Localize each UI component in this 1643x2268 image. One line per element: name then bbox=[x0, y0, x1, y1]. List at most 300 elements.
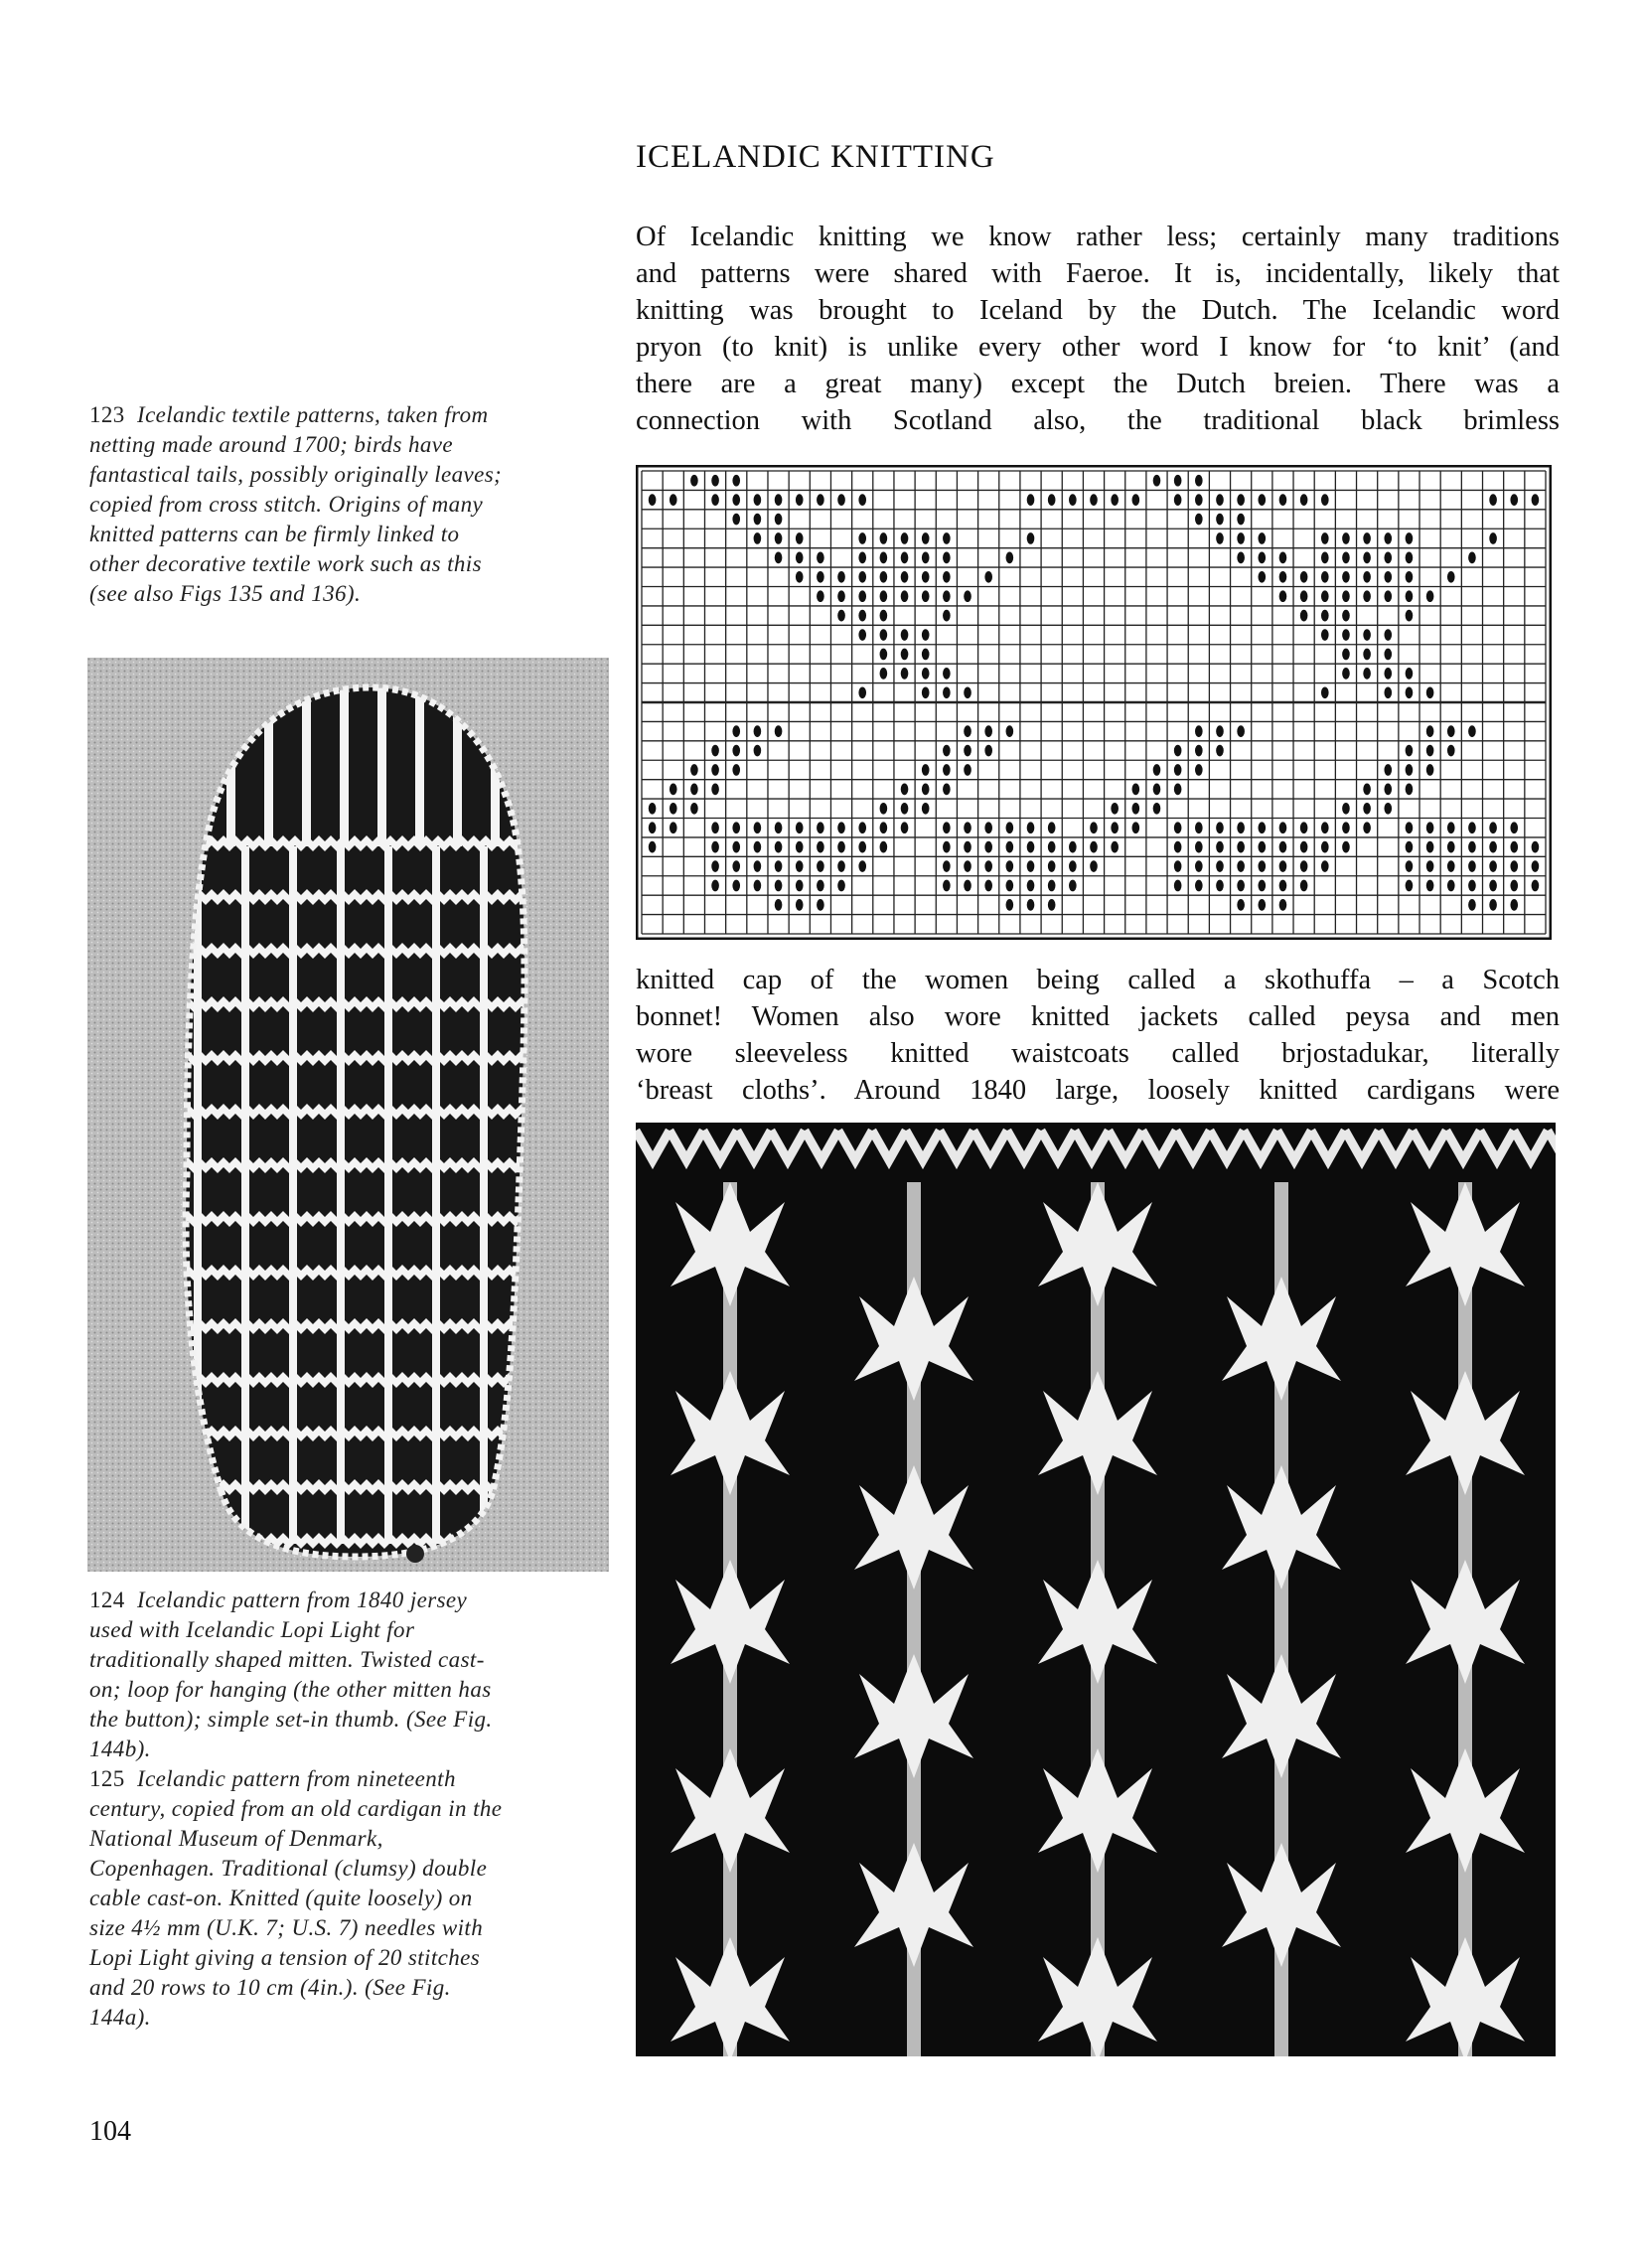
chart-stitch-dot bbox=[1300, 841, 1308, 853]
chart-stitch-dot bbox=[817, 860, 824, 872]
chart-stitch-dot bbox=[796, 552, 804, 564]
chart-stitch-dot bbox=[1342, 822, 1350, 833]
chart-stitch-dot bbox=[690, 803, 698, 815]
chart-stitch-dot bbox=[775, 532, 783, 544]
chart-stitch-dot bbox=[1237, 725, 1245, 737]
chart-stitch-dot bbox=[858, 571, 866, 583]
chart-stitch-dot bbox=[943, 860, 951, 872]
figure-number: 123 bbox=[89, 402, 125, 427]
chart-stitch-dot bbox=[1174, 841, 1182, 853]
chart-stitch-dot bbox=[1300, 494, 1308, 506]
chart-stitch-dot bbox=[711, 880, 719, 892]
chart-stitch-dot bbox=[1195, 764, 1203, 776]
chart-stitch-dot bbox=[1237, 880, 1245, 892]
chart-stitch-dot bbox=[1174, 822, 1182, 833]
chart-stitch-dot bbox=[858, 629, 866, 641]
chart-stitch-dot bbox=[1447, 880, 1455, 892]
chart-stitch-dot bbox=[1321, 590, 1329, 602]
chart-stitch-dot bbox=[754, 860, 762, 872]
chart-stitch-dot bbox=[880, 803, 888, 815]
chart-stitch-dot bbox=[837, 880, 845, 892]
mitten-button bbox=[406, 1545, 424, 1563]
chart-stitch-dot bbox=[837, 494, 845, 506]
chart-stitch-dot bbox=[1342, 590, 1350, 602]
chart-stitch-dot bbox=[775, 860, 783, 872]
chart-stitch-dot bbox=[1279, 494, 1287, 506]
chart-stitch-dot bbox=[1468, 899, 1476, 911]
chart-stitch-dot bbox=[1258, 880, 1266, 892]
chart-stitch-dot bbox=[1237, 899, 1245, 911]
chart-stitch-dot bbox=[837, 841, 845, 853]
chart-stitch-dot bbox=[1069, 880, 1077, 892]
chart-stitch-dot bbox=[1279, 822, 1287, 833]
chart-stitch-dot bbox=[1426, 841, 1434, 853]
chart-stitch-dot bbox=[1363, 784, 1371, 796]
chart-stitch-dot bbox=[1048, 841, 1056, 853]
mitten-photo-figure-124 bbox=[87, 658, 609, 1572]
swatch-photo-figure-125 bbox=[636, 1123, 1556, 2056]
chart-stitch-dot bbox=[1174, 475, 1182, 487]
chart-stitch-dot bbox=[1195, 475, 1203, 487]
chart-stitch-dot bbox=[837, 860, 845, 872]
chart-stitch-dot bbox=[1027, 822, 1035, 833]
chart-stitch-dot bbox=[1279, 880, 1287, 892]
chart-stitch-dot bbox=[817, 571, 824, 583]
chart-stitch-dot bbox=[1258, 841, 1266, 853]
chart-stitch-dot bbox=[817, 899, 824, 911]
chart-stitch-dot bbox=[1426, 880, 1434, 892]
chart-stitch-dot bbox=[796, 571, 804, 583]
chart-stitch-dot bbox=[1048, 822, 1056, 833]
chart-stitch-dot bbox=[817, 552, 824, 564]
chart-stitch-dot bbox=[732, 841, 740, 853]
chart-stitch-dot bbox=[796, 860, 804, 872]
chart-stitch-dot bbox=[1321, 610, 1329, 622]
chart-stitch-dot bbox=[1447, 860, 1455, 872]
chart-stitch-dot bbox=[1132, 494, 1140, 506]
chart-stitch-dot bbox=[1279, 571, 1287, 583]
chart-stitch-dot bbox=[1384, 668, 1392, 680]
chart-stitch-dot bbox=[775, 494, 783, 506]
chart-stitch-dot bbox=[1406, 552, 1414, 564]
chart-stitch-dot bbox=[1321, 532, 1329, 544]
chart-stitch-dot bbox=[901, 784, 909, 796]
chart-stitch-dot bbox=[1216, 860, 1224, 872]
text-line: Of Icelandic knitting we know rather less; certainly many traditions bbox=[636, 222, 1560, 252]
chart-stitch-dot bbox=[1321, 841, 1329, 853]
chart-stitch-dot bbox=[1195, 841, 1203, 853]
chart-stitch-dot bbox=[1132, 803, 1140, 815]
chart-stitch-dot bbox=[1447, 745, 1455, 757]
text-line: pryon (to knit) is unlike every other word I know for ‘to knit’ (and bbox=[636, 332, 1560, 363]
chart-stitch-dot bbox=[1195, 514, 1203, 526]
chart-stitch-dot bbox=[1153, 475, 1161, 487]
chart-stitch-dot bbox=[922, 532, 930, 544]
chart-stitch-dot bbox=[858, 590, 866, 602]
chart-stitch-dot bbox=[1489, 899, 1497, 911]
chart-stitch-dot bbox=[1153, 803, 1161, 815]
chart-stitch-dot bbox=[901, 590, 909, 602]
chart-stitch-dot bbox=[1048, 899, 1056, 911]
chart-stitch-dot bbox=[837, 571, 845, 583]
chart-stitch-dot bbox=[922, 649, 930, 661]
chart-stitch-dot bbox=[901, 822, 909, 833]
chart-stitch-dot bbox=[754, 841, 762, 853]
chart-stitch-dot bbox=[796, 822, 804, 833]
chart-stitch-dot bbox=[1195, 880, 1203, 892]
chart-stitch-dot bbox=[1406, 880, 1414, 892]
chart-stitch-dot bbox=[1258, 899, 1266, 911]
chart-stitch-dot bbox=[922, 686, 930, 698]
chart-stitch-dot bbox=[1532, 860, 1540, 872]
chart-stitch-dot bbox=[964, 880, 971, 892]
chart-stitch-dot bbox=[1048, 494, 1056, 506]
chart-stitch-dot bbox=[1132, 784, 1140, 796]
chart-stitch-dot bbox=[732, 725, 740, 737]
chart-stitch-dot bbox=[690, 475, 698, 487]
caption-line: 144b). bbox=[89, 1737, 151, 1761]
chart-stitch-dot bbox=[943, 764, 951, 776]
caption-line: knitted patterns can be firmly linked to bbox=[89, 522, 460, 546]
figure-number: 125 bbox=[89, 1766, 125, 1791]
chart-stitch-dot bbox=[984, 571, 992, 583]
chart-stitch-dot bbox=[1468, 841, 1476, 853]
text-line: connection with Scotland also, the traditional black brimless bbox=[636, 405, 1560, 436]
chart-stitch-dot bbox=[922, 571, 930, 583]
chart-stitch-dot bbox=[1510, 841, 1518, 853]
text-line: knitted cap of the women being called a skothuffa – a Scotch bbox=[636, 965, 1560, 995]
chart-stitch-dot bbox=[837, 590, 845, 602]
chart-stitch-dot bbox=[754, 822, 762, 833]
chart-stitch-dot bbox=[964, 841, 971, 853]
chart-stitch-dot bbox=[1406, 571, 1414, 583]
chart-stitch-dot bbox=[1216, 532, 1224, 544]
chart-stitch-dot bbox=[901, 629, 909, 641]
chart-stitch-dot bbox=[943, 880, 951, 892]
caption-line: National Museum of Denmark, bbox=[89, 1826, 383, 1851]
chart-stitch-dot bbox=[711, 475, 719, 487]
chart-stitch-dot bbox=[858, 532, 866, 544]
text-line: there are a great many) except the Dutch breien. There was a bbox=[636, 369, 1560, 399]
chart-stitch-dot bbox=[817, 822, 824, 833]
chart-stitch-dot bbox=[732, 494, 740, 506]
chart-stitch-dot bbox=[1384, 629, 1392, 641]
chart-stitch-dot bbox=[1321, 552, 1329, 564]
chart-stitch-dot bbox=[1468, 725, 1476, 737]
chart-stitch-dot bbox=[690, 784, 698, 796]
chart-stitch-dot bbox=[1426, 745, 1434, 757]
chart-stitch-dot bbox=[732, 514, 740, 526]
chart-stitch-dot bbox=[1237, 841, 1245, 853]
chart-stitch-dot bbox=[754, 532, 762, 544]
chart-stitch-dot bbox=[1258, 571, 1266, 583]
chart-stitch-dot bbox=[858, 686, 866, 698]
chart-stitch-dot bbox=[649, 803, 657, 815]
chart-stitch-dot bbox=[1174, 860, 1182, 872]
caption-line: Icelandic textile patterns, taken from bbox=[137, 402, 489, 427]
chart-stitch-dot bbox=[1447, 571, 1455, 583]
chart-stitch-dot bbox=[1406, 764, 1414, 776]
chart-stitch-dot bbox=[711, 860, 719, 872]
chart-stitch-dot bbox=[1447, 841, 1455, 853]
chart-stitch-dot bbox=[1489, 860, 1497, 872]
chart-stitch-dot bbox=[858, 610, 866, 622]
chart-stitch-dot bbox=[1363, 629, 1371, 641]
chart-stitch-dot bbox=[964, 725, 971, 737]
chart-stitch-dot bbox=[1090, 494, 1098, 506]
chart-stitch-dot bbox=[1510, 880, 1518, 892]
chart-stitch-dot bbox=[732, 745, 740, 757]
chart-stitch-dot bbox=[943, 532, 951, 544]
chart-stitch-dot bbox=[984, 745, 992, 757]
chart-stitch-dot bbox=[1532, 494, 1540, 506]
body-paragraph-2 bbox=[636, 962, 1560, 1109]
chart-stitch-dot bbox=[1468, 552, 1476, 564]
chart-stitch-dot bbox=[1195, 822, 1203, 833]
chart-stitch-dot bbox=[984, 822, 992, 833]
chart-stitch-dot bbox=[1426, 725, 1434, 737]
chart-stitch-dot bbox=[964, 590, 971, 602]
caption-line: (see also Figs 135 and 136). bbox=[89, 581, 362, 606]
chart-stitch-dot bbox=[670, 494, 677, 506]
chart-stitch-dot bbox=[880, 590, 888, 602]
chart-stitch-dot bbox=[858, 841, 866, 853]
chart-stitch-dot bbox=[1406, 860, 1414, 872]
chart-stitch-dot bbox=[1321, 860, 1329, 872]
chart-stitch-dot bbox=[711, 764, 719, 776]
text-line: ‘breast cloths’. Around 1840 large, loosely knitted cardigans were bbox=[636, 1075, 1560, 1106]
chart-stitch-dot bbox=[1363, 822, 1371, 833]
caption-line: copied from cross stitch. Origins of many bbox=[89, 492, 484, 517]
caption-line: Lopi Light giving a tension of 20 stitches bbox=[89, 1945, 481, 1970]
chart-stitch-dot bbox=[1489, 822, 1497, 833]
chart-stitch-dot bbox=[984, 725, 992, 737]
chart-stitch-dot bbox=[1237, 860, 1245, 872]
chart-stitch-dot bbox=[1216, 725, 1224, 737]
chart-stitch-dot bbox=[1237, 514, 1245, 526]
chart-stitch-dot bbox=[964, 745, 971, 757]
chart-stitch-dot bbox=[880, 610, 888, 622]
chart-stitch-dot bbox=[1174, 494, 1182, 506]
chart-stitch-dot bbox=[1300, 571, 1308, 583]
chart-stitch-dot bbox=[1363, 590, 1371, 602]
chart-stitch-dot bbox=[943, 822, 951, 833]
chart-stitch-dot bbox=[1132, 822, 1140, 833]
chart-stitch-dot bbox=[837, 822, 845, 833]
chart-stitch-dot bbox=[711, 784, 719, 796]
chart-stitch-dot bbox=[922, 764, 930, 776]
chart-stitch-dot bbox=[1321, 571, 1329, 583]
chart-stitch-dot bbox=[1216, 880, 1224, 892]
chart-stitch-dot bbox=[901, 649, 909, 661]
chart-stitch-dot bbox=[1006, 880, 1014, 892]
chart-stitch-dot bbox=[1489, 841, 1497, 853]
chart-stitch-dot bbox=[1384, 803, 1392, 815]
chart-stitch-dot bbox=[1406, 822, 1414, 833]
chart-stitch-dot bbox=[1363, 668, 1371, 680]
chart-stitch-dot bbox=[1279, 860, 1287, 872]
chart-stitch-dot bbox=[1153, 764, 1161, 776]
chart-stitch-dot bbox=[817, 841, 824, 853]
chart-stitch-dot bbox=[922, 803, 930, 815]
body-paragraph-1 bbox=[636, 219, 1560, 439]
chart-stitch-dot bbox=[1426, 686, 1434, 698]
chart-stitch-dot bbox=[775, 725, 783, 737]
chart-stitch-dot bbox=[943, 610, 951, 622]
chart-stitch-dot bbox=[796, 880, 804, 892]
chart-stitch-dot bbox=[901, 668, 909, 680]
chart-stitch-dot bbox=[1510, 860, 1518, 872]
chart-stitch-dot bbox=[880, 532, 888, 544]
text-line: and patterns were shared with Faeroe. It is, incidentally, likely that bbox=[636, 258, 1560, 289]
chart-stitch-dot bbox=[984, 841, 992, 853]
chart-stitch-dot bbox=[1006, 552, 1014, 564]
page-title: ICELANDIC KNITTING bbox=[636, 139, 995, 175]
chart-stitch-dot bbox=[1048, 880, 1056, 892]
caption-line: used with Icelandic Lopi Light for bbox=[89, 1617, 415, 1642]
chart-stitch-dot bbox=[1342, 629, 1350, 641]
chart-stitch-dot bbox=[732, 822, 740, 833]
chart-stitch-dot bbox=[1258, 532, 1266, 544]
chart-stitch-dot bbox=[1406, 784, 1414, 796]
chart-stitch-dot bbox=[1300, 822, 1308, 833]
chart-stitch-dot bbox=[1111, 841, 1119, 853]
chart-stitch-dot bbox=[880, 571, 888, 583]
chart-stitch-dot bbox=[1489, 494, 1497, 506]
page-number: 104 bbox=[89, 2116, 131, 2147]
chart-stitch-dot bbox=[1406, 686, 1414, 698]
chart-stitch-dot bbox=[1237, 494, 1245, 506]
chart-stitch-dot bbox=[901, 532, 909, 544]
chart-stitch-dot bbox=[1195, 494, 1203, 506]
chart-stitch-dot bbox=[1532, 880, 1540, 892]
chart-stitch-dot bbox=[880, 668, 888, 680]
chart-stitch-dot bbox=[964, 686, 971, 698]
chart-stitch-dot bbox=[711, 494, 719, 506]
chart-stitch-dot bbox=[796, 532, 804, 544]
chart-stitch-dot bbox=[1406, 841, 1414, 853]
caption-line: Icelandic pattern from 1840 jersey bbox=[137, 1588, 468, 1612]
chart-stitch-dot bbox=[1006, 860, 1014, 872]
chart-stitch-dot bbox=[775, 899, 783, 911]
chart-stitch-dot bbox=[901, 552, 909, 564]
chart-stitch-dot bbox=[1174, 745, 1182, 757]
chart-stitch-dot bbox=[690, 764, 698, 776]
chart-stitch-dot bbox=[1406, 668, 1414, 680]
chart-stitch-dot bbox=[922, 629, 930, 641]
chart-stitch-dot bbox=[880, 841, 888, 853]
chart-stitch-dot bbox=[880, 629, 888, 641]
caption-line: century, copied from an old cardigan in the bbox=[89, 1796, 503, 1821]
chart-stitch-dot bbox=[1426, 822, 1434, 833]
chart-stitch-dot bbox=[880, 822, 888, 833]
chart-stitch-dot bbox=[649, 494, 657, 506]
chart-stitch-dot bbox=[754, 725, 762, 737]
chart-stitch-dot bbox=[1363, 649, 1371, 661]
caption-line: Copenhagen. Traditional (clumsy) double bbox=[89, 1856, 488, 1881]
caption-line: traditionally shaped mitten. Twisted cast- bbox=[89, 1647, 485, 1672]
chart-stitch-dot bbox=[858, 860, 866, 872]
chart-stitch-dot bbox=[1342, 552, 1350, 564]
text-line: knitting was brought to Iceland by the Dutch. The Icelandic word bbox=[636, 295, 1560, 326]
figure-number: 124 bbox=[89, 1588, 125, 1612]
chart-stitch-dot bbox=[1006, 899, 1014, 911]
chart-stitch-dot bbox=[837, 610, 845, 622]
chart-stitch-dot bbox=[1111, 494, 1119, 506]
chart-stitch-dot bbox=[943, 590, 951, 602]
chart-stitch-dot bbox=[1342, 841, 1350, 853]
chart-stitch-dot bbox=[943, 784, 951, 796]
chart-stitch-dot bbox=[1090, 841, 1098, 853]
chart-stitch-dot bbox=[711, 822, 719, 833]
chart-stitch-dot bbox=[1363, 552, 1371, 564]
chart-stitch-dot bbox=[1027, 899, 1035, 911]
caption-line: the button); simple set-in thumb. (See Fig. bbox=[89, 1707, 493, 1732]
chart-stitch-dot bbox=[964, 764, 971, 776]
chart-stitch-dot bbox=[922, 668, 930, 680]
chart-stitch-dot bbox=[984, 880, 992, 892]
chart-stitch-dot bbox=[711, 841, 719, 853]
chart-stitch-dot bbox=[922, 590, 930, 602]
chart-stitch-dot bbox=[1258, 860, 1266, 872]
chart-stitch-dot bbox=[1363, 532, 1371, 544]
chart-stitch-dot bbox=[1363, 803, 1371, 815]
chart-stitch-dot bbox=[649, 822, 657, 833]
chart-stitch-dot bbox=[943, 668, 951, 680]
caption-line: other decorative textile work such as this bbox=[89, 551, 482, 576]
chart-stitch-dot bbox=[1300, 610, 1308, 622]
chart-stitch-dot bbox=[1153, 784, 1161, 796]
chart-stitch-dot bbox=[1006, 841, 1014, 853]
chart-stitch-dot bbox=[1216, 514, 1224, 526]
chart-stitch-dot bbox=[1426, 590, 1434, 602]
chart-stitch-dot bbox=[732, 764, 740, 776]
chart-stitch-dot bbox=[775, 552, 783, 564]
chart-stitch-dot bbox=[732, 475, 740, 487]
chart-stitch-dot bbox=[1489, 532, 1497, 544]
chart-stitch-dot bbox=[817, 494, 824, 506]
chart-stitch-dot bbox=[1048, 860, 1056, 872]
chart-stitch-dot bbox=[1069, 494, 1077, 506]
chart-stitch-dot bbox=[1532, 841, 1540, 853]
chart-stitch-dot bbox=[754, 514, 762, 526]
chart-stitch-dot bbox=[1069, 841, 1077, 853]
chart-stitch-dot bbox=[1447, 822, 1455, 833]
chart-stitch-dot bbox=[1258, 494, 1266, 506]
chart-stitch-dot bbox=[1468, 880, 1476, 892]
chart-stitch-dot bbox=[1279, 841, 1287, 853]
chart-stitch-dot bbox=[775, 822, 783, 833]
chart-stitch-dot bbox=[1321, 629, 1329, 641]
chart-stitch-dot bbox=[817, 590, 824, 602]
chart-stitch-dot bbox=[732, 880, 740, 892]
caption-line: fantastical tails, possibly originally leaves; bbox=[89, 462, 503, 487]
chart-stitch-dot bbox=[943, 686, 951, 698]
chart-stitch-dot bbox=[1027, 841, 1035, 853]
chart-stitch-dot bbox=[1426, 764, 1434, 776]
chart-stitch-dot bbox=[1384, 532, 1392, 544]
caption-line: Icelandic pattern from nineteenth bbox=[137, 1766, 456, 1791]
text-line: bonnet! Women also wore knitted jackets called peysa and men bbox=[636, 1001, 1560, 1032]
chart-stitch-dot bbox=[754, 745, 762, 757]
chart-stitch-dot bbox=[1342, 532, 1350, 544]
chart-stitch-dot bbox=[1006, 725, 1014, 737]
chart-stitch-dot bbox=[1279, 552, 1287, 564]
chart-stitch-dot bbox=[1321, 494, 1329, 506]
chart-stitch-dot bbox=[1027, 860, 1035, 872]
caption-fig-124-125 bbox=[89, 1586, 606, 2033]
caption-line: and 20 rows to 10 cm (4in.). (See Fig. bbox=[89, 1975, 451, 2000]
